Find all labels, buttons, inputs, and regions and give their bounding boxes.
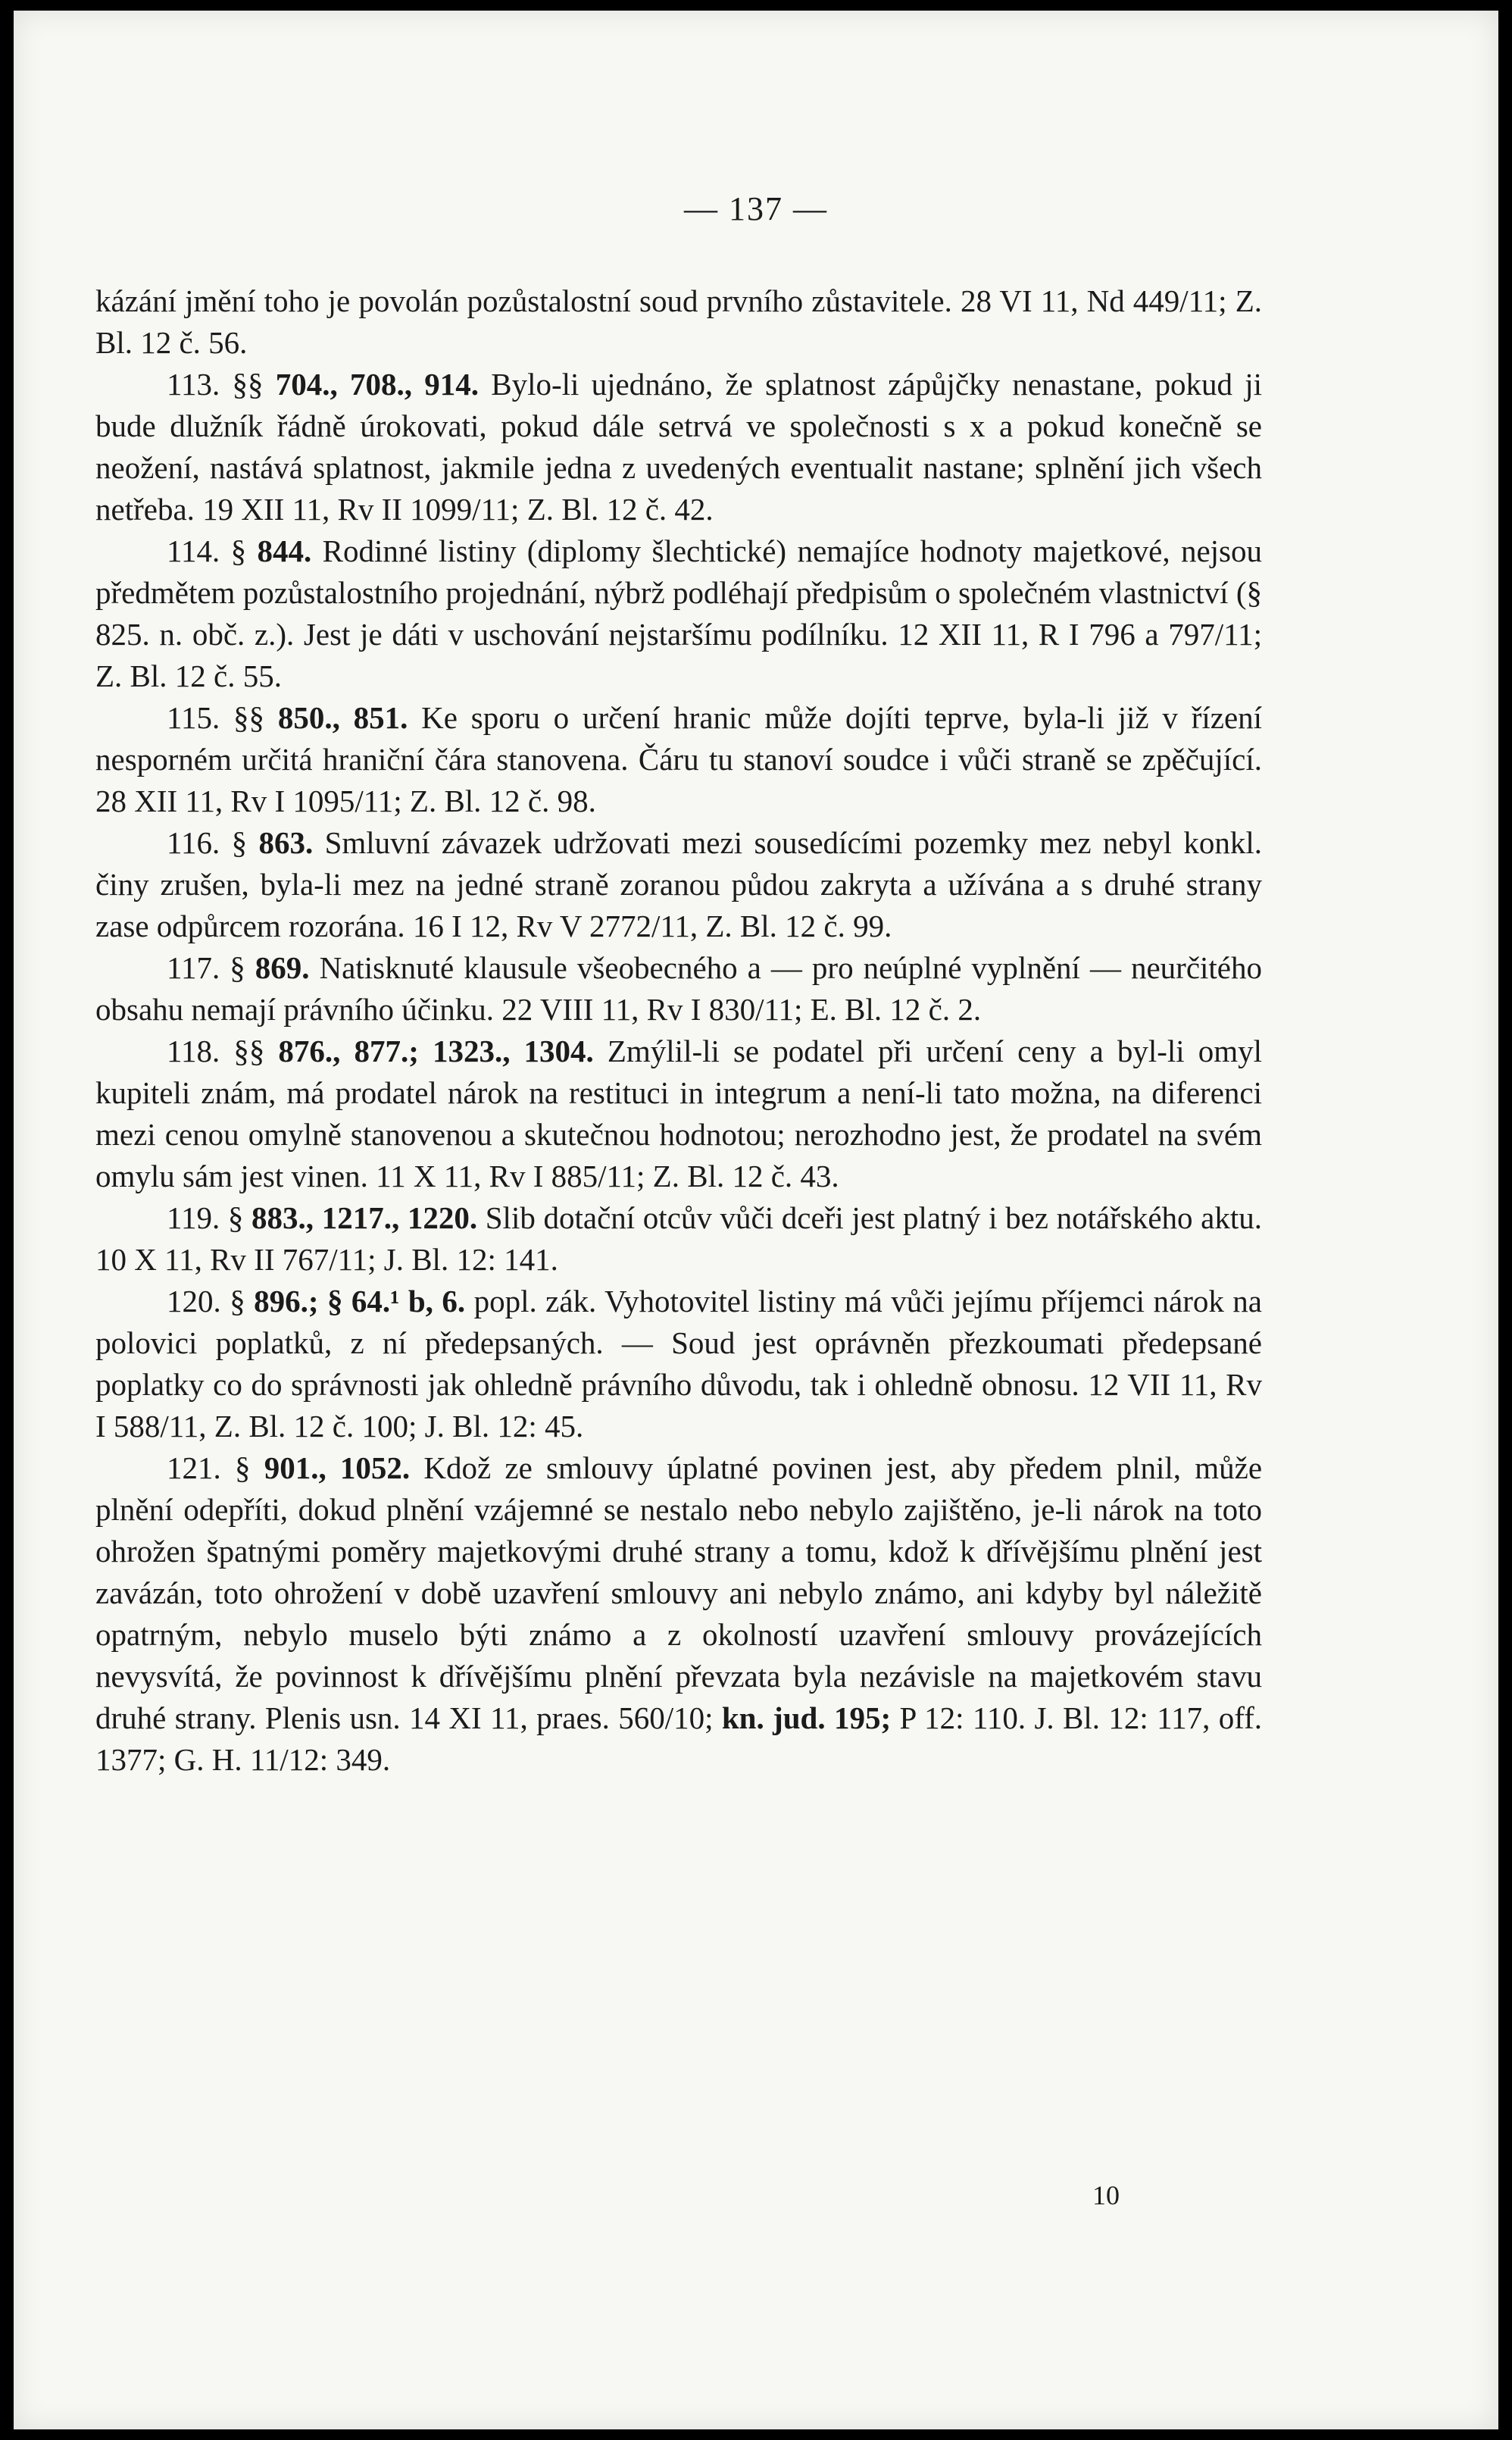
entry-text: Ke sporu o určení hranic může dojíti teprve, byla-li již v řízení nesporném určitá hraniční čára stanovena. Čáru tu stanoví soudce i vůči straně se zpěčující. 28 XII 11, Rv I 1095/11; Z. Bl. 12 č. 98. xyxy=(95,700,1263,818)
document-page xyxy=(14,11,1498,2429)
section-mark: § xyxy=(230,950,245,985)
entry-114 xyxy=(95,530,1262,697)
entry-text: Smluvní závazek udržovati mezi sousedícími pozemky mez nebyl konkl. činy zrušen, byla-li mez na jedné straně zoranou půdou zakryta a užívána a s druhé strany zase odpůrcem rozorána. 16 I 12, Rv V 2772/11, Z. Bl. 12 č. 99. xyxy=(95,825,1263,943)
intro-paragraph: kázání jmění toho je povolán pozůstalostní soud prvního zůstavitele. 28 VI 11, Nd 449/11; Z. Bl. 12 č. 56. xyxy=(95,283,1262,360)
entry-number: 118. xyxy=(167,1034,220,1068)
entry-citations: 850., 851. xyxy=(277,700,408,735)
entry-citations: 863. xyxy=(258,825,314,860)
entry-text: Natisknuté klausule všeobecného a — pro neúplné vyplnění — neurčitého obsahu nemají právního účinku. 22 VIII 11, Rv I 830/11; E. Bl. 12 č. 2. xyxy=(95,950,1262,1027)
section-mark: § xyxy=(227,1200,244,1235)
entry-117 xyxy=(95,947,1262,1031)
entry-tail: P 12: 110. J. Bl. 12: 117, off. 1377; G. H. 11/12: 349. xyxy=(95,1700,1263,1777)
section-mark: §§ xyxy=(232,367,264,402)
section-mark: § xyxy=(230,1284,245,1319)
entry-text: Zmýlil-li se podatel při určení ceny a byl-li omyl kupiteli znám, má prodatel nárok na restituci in integrum a není-li tato možna, na diferenci mezi cenou omylně stanovenou a skutečnou hodnotou; nerozhodno jest, že prodatel na svém omylu sám jest vinen. 11 X 11, Rv I 885/11; Z. Bl. 12 č. 43. xyxy=(95,1034,1263,1193)
section-mark: § xyxy=(230,533,247,568)
section-mark: §§ xyxy=(233,700,265,735)
entry-number: 119. xyxy=(167,1200,220,1235)
section-mark: §§ xyxy=(233,1034,265,1068)
entry-118 xyxy=(95,1031,1262,1197)
signature-mark: 10 xyxy=(1092,2180,1120,2210)
entry-number: 120. xyxy=(167,1284,221,1319)
section-mark: § xyxy=(231,825,248,860)
entry-number: 121. xyxy=(167,1450,221,1485)
entry-120 xyxy=(95,1281,1262,1447)
entry-115 xyxy=(95,697,1262,822)
entry-text: Bylo-li ujednáno, že splatnost zápůjčky nenastane, pokud ji bude dlužník řádně úrokovati, pokud dále setrvá ve společnosti s x a pokud konečně se neožení, nastává splatnost, jakmile jedna z uvedených eventualit nastane; splnění jich všech netřeba. 19 XII 11, Rv II 1099/11; Z. Bl. 12 č. 42. xyxy=(95,367,1263,527)
entry-text: popl. zák. Vyhotovitel listiny má vůči jejímu příjemci nárok na polovici poplatků, z ní předepsaných. — Soud jest oprávněn přezkoumati předepsané poplatky co do správnosti jak ohledně právního důvodu, tak i ohledně obnosu. 12 VII 11, Rv I 588/11, Z. Bl. 12 č. 100; J. Bl. 12: 45. xyxy=(95,1284,1262,1444)
entry-citations: 883., 1217., 1220. xyxy=(251,1200,478,1235)
entry-text: Kdož ze smlouvy úplatné povinen jest, aby předem plnil, může plnění odepříti, dokud plnění vzájemné se nestalo nebo nebylo zajištěno, je-li nárok na toto ohrožen špatnými poměry majetkovými druhé strany a tomu, kdož k dřívějšímu plnění jest zavázán, toto ohrožení v době uzavření smlouvy ani nebylo známo, ani kdyby byl náležitě opatrným, nebylo muselo býti známo a z okolností uzavření smlouvy provázejících nevysvítá, že povinnost k dřívějšímu plnění převzata byla nezávisle na majetkovém stavu druhé strany. Plenis usn. 14 XI 11, praes. 560/10; xyxy=(95,1450,1263,1735)
entry-113 xyxy=(95,364,1262,530)
body-text xyxy=(95,280,1262,1781)
entry-citations: 876., 877.; 1323., 1304. xyxy=(278,1034,594,1068)
entry-citations: 901., 1052. xyxy=(264,1450,411,1485)
entry-121 xyxy=(95,1447,1262,1781)
entry-citations: 896.; § 64.¹ b, 6. xyxy=(254,1284,466,1319)
section-mark: § xyxy=(234,1450,251,1485)
entry-number: 113. xyxy=(167,367,220,402)
entry-tail-bold: kn. jud. 195; xyxy=(721,1700,892,1735)
entry-citations: 704., 708., 914. xyxy=(275,367,479,402)
entry-citations: 869. xyxy=(255,950,310,985)
entry-text: Slib dotační otcův vůči dceři jest platný i bez notářského aktu. 10 X 11, Rv II 767/11; J. Bl. 12: 141. xyxy=(95,1200,1263,1277)
entry-119 xyxy=(95,1197,1262,1281)
entry-number: 116. xyxy=(167,825,220,860)
entry-number: 114. xyxy=(167,533,220,568)
entry-number: 117. xyxy=(167,950,220,985)
page-number: — 137 — xyxy=(684,190,828,227)
entry-text: Rodinné listiny (diplomy šlechtické) nemajíce hodnoty majetkové, nejsou předmětem pozůstalostního projednání, nýbrž podléhají předpisům o společném vlastnictví (§ 825. n. obč. z.). Jest je dáti v uschování nejstaršímu podílníku. 12 XII 11, R I 796 a 797/11; Z. Bl. 12 č. 55. xyxy=(95,533,1262,693)
entry-number: 115. xyxy=(167,700,220,735)
entry-citations: 844. xyxy=(257,533,312,568)
entry-116 xyxy=(95,822,1262,947)
